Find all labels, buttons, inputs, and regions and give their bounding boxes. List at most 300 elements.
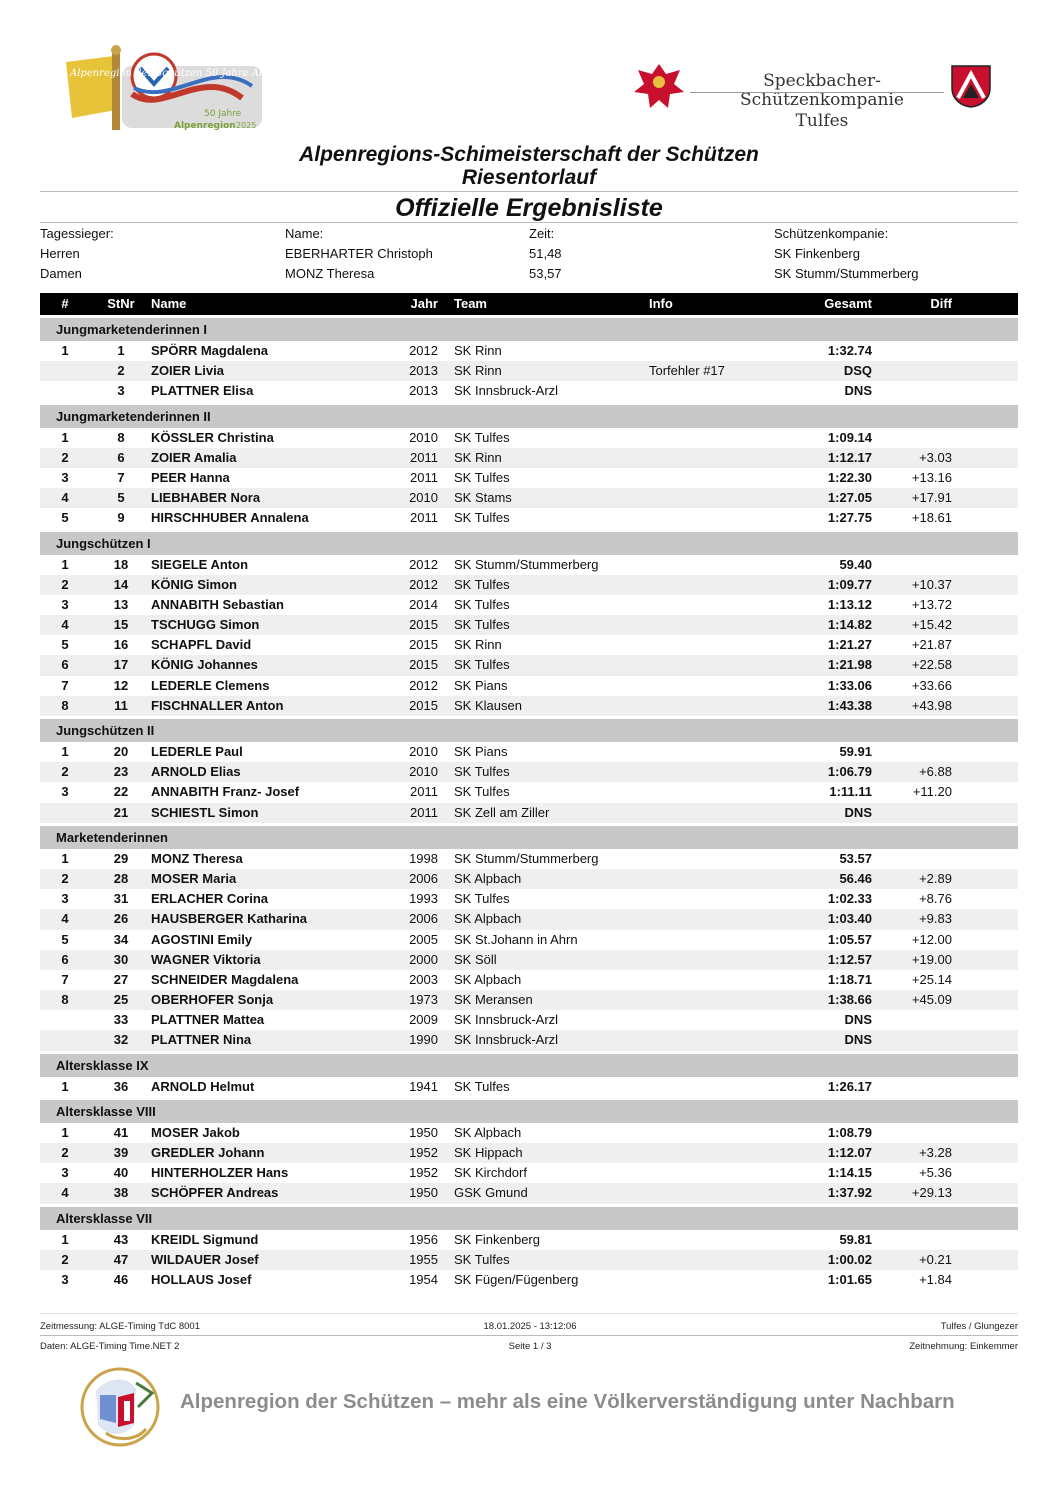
table-row bbox=[40, 635, 1018, 655]
cell-team: SK Innsbruck-Arzl bbox=[454, 1032, 559, 1048]
cell-name: HAUSBERGER Katharina bbox=[151, 911, 308, 927]
cell-total: 1:33.06 bbox=[827, 677, 872, 693]
category-header: Jungmarketenderinnen I bbox=[40, 318, 1018, 341]
cell-team: SK Tulfes bbox=[454, 1078, 510, 1094]
print-timestamp: 18.01.2025 - 13:12:06 bbox=[483, 1321, 577, 1332]
cell-total: 1:12.57 bbox=[827, 951, 872, 967]
cell-name: MOSER Maria bbox=[151, 870, 237, 886]
cell-total: 1:01.65 bbox=[827, 1271, 872, 1287]
event-title: Alpenregions-Schimeisterschaft der Schützen bbox=[299, 143, 759, 166]
cell-rank: 5 bbox=[61, 931, 69, 947]
cell-name: PLATTNER Elisa bbox=[151, 383, 254, 399]
cell-diff: +45.09 bbox=[911, 992, 952, 1008]
cell-team: SK Rinn bbox=[454, 449, 502, 465]
cell-team: SK Tulfes bbox=[454, 596, 510, 612]
header-year: Jahr bbox=[410, 296, 438, 311]
cell-year: 2009 bbox=[409, 1012, 438, 1028]
cell-stnr: 30 bbox=[113, 951, 129, 967]
svg-text:2025: 2025 bbox=[236, 121, 257, 130]
table-row bbox=[40, 909, 1018, 929]
cell-rank: 4 bbox=[61, 490, 69, 506]
cell-name: SCHIESTL Simon bbox=[151, 804, 259, 820]
cell-rank: 3 bbox=[61, 469, 69, 485]
cell-diff: +5.36 bbox=[919, 1165, 952, 1181]
cell-stnr: 1 bbox=[117, 343, 125, 358]
cell-stnr: 15 bbox=[113, 617, 129, 633]
label-time: Zeit: bbox=[529, 226, 555, 241]
cell-name: HINTERHOLZER Hans bbox=[151, 1165, 289, 1181]
cell-stnr: 41 bbox=[113, 1124, 129, 1140]
cell-year: 1954 bbox=[409, 1271, 438, 1287]
cell-team: SK Tulfes bbox=[454, 469, 510, 485]
cell-year: 2015 bbox=[409, 657, 438, 673]
cell-name: MOSER Jakob bbox=[151, 1124, 240, 1140]
cell-rank: 2 bbox=[61, 764, 69, 780]
cell-total: 56.46 bbox=[839, 870, 872, 886]
cell-diff: +1.84 bbox=[919, 1271, 952, 1287]
table-row bbox=[40, 762, 1018, 782]
cell-diff: +21.87 bbox=[911, 637, 952, 653]
cell-rank: 2 bbox=[61, 1251, 69, 1267]
cell-year: 1952 bbox=[409, 1145, 438, 1160]
cell-team: SK St.Johann in Ahrn bbox=[454, 931, 578, 947]
table-row bbox=[40, 508, 1018, 528]
tulfes-coat-of-arms-icon bbox=[950, 64, 992, 108]
club-name-line1: Speckbacher-Schützenkompanie bbox=[740, 71, 904, 110]
results-table bbox=[40, 293, 1018, 1290]
cell-total: 1:38.66 bbox=[827, 992, 872, 1008]
cell-year: 2011 bbox=[410, 469, 438, 485]
table-row bbox=[40, 930, 1018, 950]
header-rank: # bbox=[61, 296, 69, 311]
table-row bbox=[40, 1143, 1018, 1163]
cell-total: 1:11.11 bbox=[829, 784, 872, 800]
cell-total: DNS bbox=[844, 383, 872, 399]
tyrolean-eagle-icon bbox=[632, 60, 686, 114]
cell-team: SK Tulfes bbox=[454, 891, 510, 907]
cell-year: 2012 bbox=[409, 343, 438, 358]
table-row bbox=[40, 1250, 1018, 1270]
cell-name: LIEBHABER Nora bbox=[151, 490, 261, 506]
cell-team: SK Tulfes bbox=[454, 617, 510, 633]
cell-diff: +11.20 bbox=[912, 784, 952, 800]
cell-stnr: 36 bbox=[113, 1078, 129, 1094]
table-row bbox=[40, 655, 1018, 675]
table-row bbox=[40, 1077, 1018, 1097]
cell-team: SK Innsbruck-Arzl bbox=[454, 383, 559, 399]
dw-name: EBERHARTER Christoph bbox=[285, 246, 433, 261]
cell-name: TSCHUGG Simon bbox=[151, 617, 260, 633]
venue: Tulfes / Glungezer bbox=[940, 1321, 1018, 1332]
discipline-title: Riesentorlauf bbox=[461, 166, 597, 189]
cell-stnr: 5 bbox=[117, 490, 125, 506]
cell-year: 1950 bbox=[409, 1185, 438, 1201]
cell-name: ARNOLD Helmut bbox=[151, 1078, 255, 1094]
cell-total: 1:43.38 bbox=[827, 697, 872, 713]
cell-year: 2003 bbox=[409, 971, 438, 987]
category-header: Jungmarketenderinnen II bbox=[40, 405, 1018, 428]
dw-time: 51,48 bbox=[529, 246, 562, 261]
cell-rank: 4 bbox=[61, 911, 69, 927]
cell-year: 2011 bbox=[410, 449, 438, 465]
motto: Alpenregion der Schützen – mehr als eine Völkerverständigung unter Nachbarn bbox=[180, 1390, 955, 1413]
cell-name: PEER Hanna bbox=[151, 469, 230, 485]
timekeeper: Zeitnehmung: Einkemmer bbox=[909, 1341, 1018, 1352]
table-row bbox=[40, 782, 1018, 802]
cell-stnr: 20 bbox=[113, 744, 129, 759]
table-row bbox=[40, 381, 1018, 401]
cell-stnr: 12 bbox=[113, 677, 129, 693]
cell-rank: 2 bbox=[61, 449, 69, 465]
cell-team: SK Alpbach bbox=[454, 870, 522, 886]
cell-stnr: 33 bbox=[113, 1012, 129, 1028]
svg-text:Alpenregion: Alpenregion bbox=[174, 121, 236, 131]
cell-total: 1:13.12 bbox=[827, 596, 872, 612]
cell-year: 2015 bbox=[409, 637, 438, 653]
table-row bbox=[40, 1183, 1018, 1203]
cell-team: SK Kirchdorf bbox=[454, 1165, 527, 1181]
cell-stnr: 31 bbox=[113, 891, 129, 907]
alpenregion-anniversary-logo bbox=[62, 46, 343, 136]
cell-total: 1:21.27 bbox=[827, 637, 872, 653]
cell-stnr: 46 bbox=[113, 1271, 129, 1287]
cell-name: GREDLER Johann bbox=[151, 1145, 265, 1160]
list-title-block bbox=[40, 193, 1018, 223]
category-header: Jungschützen I bbox=[40, 532, 1018, 555]
header-team: Team bbox=[454, 296, 487, 311]
cell-total: 1:08.79 bbox=[827, 1124, 872, 1140]
header-stnr: StNr bbox=[107, 296, 135, 311]
cell-total: DNS bbox=[844, 1012, 872, 1028]
club-name-line2: Tulfes bbox=[795, 111, 849, 131]
cell-total: 1:12.07 bbox=[827, 1145, 872, 1160]
cell-diff: +19.00 bbox=[911, 951, 952, 967]
cell-team: SK Klausen bbox=[454, 697, 522, 713]
cell-rank: 5 bbox=[61, 637, 69, 653]
table-row bbox=[40, 849, 1018, 869]
table-row bbox=[40, 468, 1018, 488]
cell-name: KÖNIG Johannes bbox=[151, 657, 258, 673]
table-row bbox=[40, 889, 1018, 909]
cell-year: 2006 bbox=[409, 870, 438, 886]
header-logos bbox=[0, 40, 1058, 140]
cell-rank: 1 bbox=[61, 1231, 69, 1247]
table-row bbox=[40, 742, 1018, 762]
timing-device: Zeitmessung: ALGE-Timing TdC 8001 bbox=[40, 1321, 200, 1332]
cell-team: SK Rinn bbox=[454, 637, 502, 653]
cell-name: OBERHOFER Sonja bbox=[151, 992, 274, 1008]
header-info: Info bbox=[649, 296, 673, 311]
dw-company: SK Finkenberg bbox=[774, 246, 860, 261]
data-software: Daten: ALGE-Timing Time.NET 2 bbox=[40, 1341, 180, 1352]
cell-team: SK Tulfes bbox=[454, 1251, 510, 1267]
cell-year: 1973 bbox=[409, 992, 438, 1008]
day-winner-men bbox=[40, 244, 1018, 264]
cell-year: 2010 bbox=[409, 490, 438, 506]
table-row bbox=[40, 950, 1018, 970]
table-row bbox=[40, 1123, 1018, 1143]
cell-team: SK Söll bbox=[454, 951, 497, 967]
cell-name: SPÖRR Magdalena bbox=[151, 343, 269, 358]
cell-stnr: 14 bbox=[113, 576, 129, 592]
cell-name: LEDERLE Clemens bbox=[151, 677, 270, 693]
page-number: Seite 1 / 3 bbox=[508, 1341, 552, 1352]
cell-year: 2011 bbox=[410, 804, 438, 820]
cell-diff: +18.61 bbox=[911, 510, 952, 526]
cell-stnr: 2 bbox=[117, 363, 125, 379]
cell-total: 59.81 bbox=[839, 1231, 872, 1247]
dw-class: Damen bbox=[40, 266, 82, 281]
cell-rank: 3 bbox=[61, 1165, 69, 1181]
cell-total: 1:21.98 bbox=[827, 657, 872, 673]
footer-divider-top bbox=[40, 1313, 1018, 1314]
table-body bbox=[40, 318, 1018, 1290]
cell-team: SK Tulfes bbox=[454, 429, 510, 445]
cell-name: ERLACHER Corina bbox=[151, 891, 269, 907]
category-header: Altersklasse VII bbox=[40, 1207, 1018, 1230]
table-header bbox=[40, 293, 1018, 315]
cell-stnr: 26 bbox=[113, 911, 129, 927]
cell-total: DNS bbox=[844, 1032, 872, 1048]
cell-team: SK Rinn bbox=[454, 363, 502, 379]
cell-name: KÖSSLER Christina bbox=[151, 429, 274, 445]
cell-name: ANNABITH Franz- Josef bbox=[151, 784, 300, 800]
club-name-divider bbox=[690, 92, 944, 93]
cell-year: 2011 bbox=[410, 510, 438, 526]
cell-rank: 1 bbox=[61, 1078, 69, 1094]
table-row bbox=[40, 869, 1018, 889]
table-row bbox=[40, 448, 1018, 468]
table-row bbox=[40, 595, 1018, 615]
list-title: Offizielle Ergebnisliste bbox=[395, 194, 663, 222]
cell-total: 1:09.14 bbox=[827, 429, 872, 445]
cell-rank: 2 bbox=[61, 576, 69, 592]
cell-total: 1:26.17 bbox=[827, 1078, 872, 1094]
cell-year: 2005 bbox=[409, 931, 438, 947]
cell-year: 2010 bbox=[409, 764, 438, 780]
dw-name: MONZ Theresa bbox=[285, 266, 375, 281]
dw-company: SK Stumm/Stummerberg bbox=[774, 266, 919, 281]
cell-stnr: 43 bbox=[113, 1231, 129, 1247]
cell-name: ARNOLD Elias bbox=[151, 764, 241, 780]
header-name: Name bbox=[151, 296, 187, 311]
cell-name: KREIDL Sigmund bbox=[151, 1231, 259, 1247]
cell-year: 1993 bbox=[409, 891, 438, 907]
cell-rank: 1 bbox=[61, 850, 69, 866]
cell-stnr: 47 bbox=[113, 1251, 129, 1267]
cell-year: 1941 bbox=[409, 1078, 438, 1094]
cell-stnr: 22 bbox=[113, 784, 129, 800]
svg-text:50 Jahre: 50 Jahre bbox=[204, 109, 242, 119]
day-winner-women bbox=[40, 264, 1018, 284]
cell-name: ZOIER Livia bbox=[151, 363, 224, 379]
logo-left-text: Alpenregion der Schützen 50 Jahre Alpenregion 2025 bbox=[70, 68, 343, 79]
cell-name: ZOIER Amalia bbox=[151, 449, 237, 465]
cell-rank: 3 bbox=[61, 596, 69, 612]
cell-rank: 1 bbox=[61, 556, 69, 572]
cell-total: 59.40 bbox=[839, 556, 872, 572]
cell-stnr: 8 bbox=[117, 429, 125, 445]
cell-team: SK Pians bbox=[454, 677, 508, 693]
table-row bbox=[40, 1230, 1018, 1250]
cell-rank: 1 bbox=[61, 429, 69, 445]
cell-name: SCHÖPFER Andreas bbox=[151, 1185, 279, 1201]
cell-total: 1:14.15 bbox=[827, 1165, 872, 1181]
cell-total: 1:02.33 bbox=[827, 891, 872, 907]
cell-rank: 4 bbox=[61, 617, 69, 633]
cell-rank: 1 bbox=[61, 1124, 69, 1140]
table-row bbox=[40, 575, 1018, 595]
header-diff: Diff bbox=[930, 296, 952, 311]
cell-team: SK Innsbruck-Arzl bbox=[454, 1012, 559, 1028]
cell-total: 1:32.74 bbox=[827, 343, 872, 358]
cell-total: 1:09.77 bbox=[827, 576, 872, 592]
table-row bbox=[40, 676, 1018, 696]
cell-name: HIRSCHHUBER Annalena bbox=[151, 510, 309, 526]
cell-diff: +13.16 bbox=[911, 469, 952, 485]
cell-team: SK Tulfes bbox=[454, 764, 510, 780]
header-total: Gesamt bbox=[824, 296, 872, 311]
cell-team: SK Hippach bbox=[454, 1145, 523, 1160]
cell-total: 1:27.75 bbox=[827, 510, 872, 526]
cell-diff: +8.76 bbox=[919, 891, 952, 907]
cell-diff: +3.28 bbox=[919, 1145, 952, 1160]
cell-total: DNS bbox=[844, 804, 872, 820]
cell-year: 1952 bbox=[409, 1165, 438, 1181]
title-divider-bottom bbox=[40, 222, 1018, 223]
cell-rank: 6 bbox=[61, 657, 69, 673]
cell-diff: +29.13 bbox=[911, 1185, 952, 1201]
table-row bbox=[40, 555, 1018, 575]
cell-team: SK Stams bbox=[454, 490, 512, 506]
cell-stnr: 17 bbox=[113, 657, 129, 673]
category-header: Altersklasse IX bbox=[40, 1054, 1018, 1077]
cell-rank: 8 bbox=[61, 697, 69, 713]
cell-name: SCHAPFL David bbox=[151, 637, 252, 653]
cell-team: SK Tulfes bbox=[454, 784, 510, 800]
cell-team: SK Tulfes bbox=[454, 576, 510, 592]
alpenregion-emblem-icon bbox=[76, 1363, 166, 1449]
club-name bbox=[698, 72, 946, 131]
category-header: Altersklasse VIII bbox=[40, 1100, 1018, 1123]
cell-total: 1:37.92 bbox=[827, 1185, 872, 1201]
table-row bbox=[40, 1163, 1018, 1183]
cell-total: 59.91 bbox=[839, 744, 872, 759]
cell-rank: 2 bbox=[61, 1145, 69, 1160]
cell-stnr: 7 bbox=[117, 469, 125, 485]
cell-name: HOLLAUS Josef bbox=[151, 1271, 252, 1287]
cell-rank: 6 bbox=[61, 951, 69, 967]
cell-year: 2012 bbox=[409, 677, 438, 693]
cell-rank: 1 bbox=[61, 343, 69, 358]
cell-diff: +25.14 bbox=[911, 971, 952, 987]
cell-team: SK Zell am Ziller bbox=[454, 804, 550, 820]
cell-year: 2013 bbox=[409, 363, 438, 379]
table-row bbox=[40, 1030, 1018, 1050]
cell-team: SK Alpbach bbox=[454, 911, 522, 927]
cell-year: 1990 bbox=[409, 1032, 438, 1048]
title-divider-top bbox=[40, 191, 1018, 192]
cell-rank: 3 bbox=[61, 891, 69, 907]
table-row bbox=[40, 970, 1018, 990]
dw-time: 53,57 bbox=[529, 266, 562, 281]
cell-diff: +10.37 bbox=[911, 576, 952, 592]
label-company: Schützenkompanie: bbox=[774, 226, 889, 241]
cell-diff: +43.98 bbox=[911, 697, 952, 713]
cell-total: 1:22.30 bbox=[827, 469, 872, 485]
cell-year: 2013 bbox=[409, 383, 438, 399]
table-row bbox=[40, 615, 1018, 635]
cell-year: 2012 bbox=[409, 556, 438, 572]
cell-total: 1:05.57 bbox=[827, 931, 872, 947]
cell-diff: +12.00 bbox=[911, 931, 952, 947]
table-row bbox=[40, 1010, 1018, 1030]
dw-class: Herren bbox=[40, 246, 80, 261]
cell-stnr: 39 bbox=[113, 1145, 129, 1160]
cell-year: 2012 bbox=[409, 576, 438, 592]
cell-stnr: 34 bbox=[113, 931, 129, 947]
cell-stnr: 9 bbox=[117, 510, 125, 526]
cell-rank: 1 bbox=[61, 744, 69, 759]
cell-team: SK Tulfes bbox=[454, 657, 510, 673]
cell-diff: +17.91 bbox=[911, 490, 952, 506]
category-header: Marketenderinnen bbox=[40, 826, 1018, 849]
table-row bbox=[40, 361, 1018, 381]
cell-total: 1:00.02 bbox=[827, 1251, 872, 1267]
cell-team: SK Rinn bbox=[454, 343, 502, 358]
cell-stnr: 18 bbox=[113, 556, 129, 572]
cell-team: SK Pians bbox=[454, 744, 508, 759]
cell-name: PLATTNER Mattea bbox=[151, 1012, 265, 1028]
cell-team: SK Alpbach bbox=[454, 971, 522, 987]
cell-team: SK Stumm/Stummerberg bbox=[454, 556, 599, 572]
cell-stnr: 11 bbox=[114, 697, 128, 713]
club-logo-block bbox=[632, 60, 992, 131]
cell-stnr: 16 bbox=[113, 637, 129, 653]
cell-year: 1998 bbox=[409, 850, 438, 866]
cell-diff: +13.72 bbox=[911, 596, 952, 612]
cell-name: AGOSTINI Emily bbox=[151, 931, 253, 947]
cell-team: SK Meransen bbox=[454, 992, 533, 1008]
table-row bbox=[40, 990, 1018, 1010]
day-winners bbox=[40, 224, 1018, 284]
cell-name: ANNABITH Sebastian bbox=[151, 596, 284, 612]
table-row bbox=[40, 696, 1018, 716]
table-row bbox=[40, 428, 1018, 448]
cell-info: Torfehler #17 bbox=[649, 363, 725, 379]
cell-year: 1955 bbox=[409, 1251, 438, 1267]
cell-total: 1:12.17 bbox=[827, 449, 872, 465]
cell-year: 1950 bbox=[409, 1124, 438, 1140]
cell-name: MONZ Theresa bbox=[151, 850, 243, 866]
cell-year: 2015 bbox=[409, 617, 438, 633]
cell-name: WILDAUER Josef bbox=[151, 1251, 259, 1267]
cell-year: 2010 bbox=[409, 744, 438, 759]
cell-total: 1:06.79 bbox=[827, 764, 872, 780]
cell-stnr: 13 bbox=[113, 596, 129, 612]
cell-stnr: 25 bbox=[113, 992, 129, 1008]
cell-total: 53.57 bbox=[839, 850, 872, 866]
cell-year: 2006 bbox=[409, 911, 438, 927]
label-name: Name: bbox=[285, 226, 324, 241]
cell-diff: +9.83 bbox=[919, 911, 952, 927]
cell-stnr: 40 bbox=[113, 1165, 129, 1181]
category-header: Jungschützen II bbox=[40, 719, 1018, 742]
cell-stnr: 23 bbox=[113, 764, 129, 780]
cell-name: SCHNEIDER Magdalena bbox=[151, 971, 299, 987]
cell-rank: 7 bbox=[61, 971, 69, 987]
cell-year: 2000 bbox=[409, 951, 438, 967]
